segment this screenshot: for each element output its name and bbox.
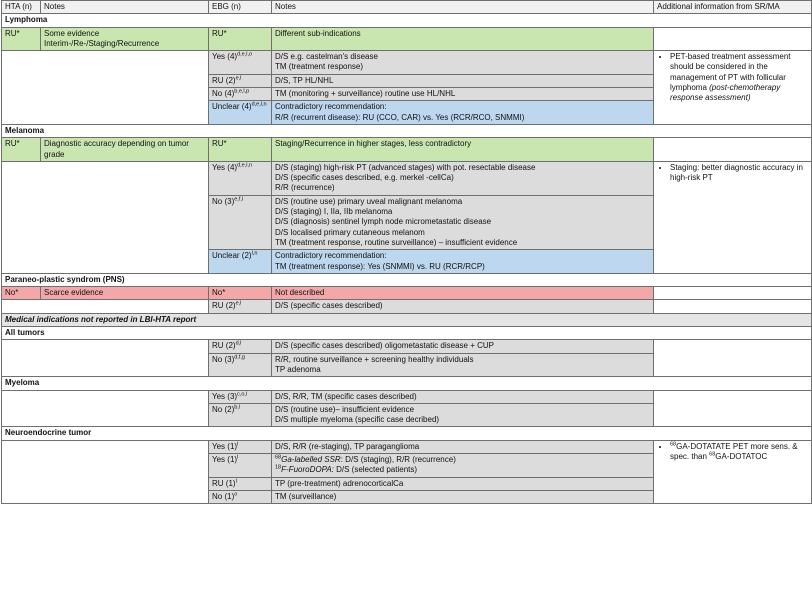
- hta-value: RU*: [2, 27, 41, 51]
- additional-info: • $^{68}$GA-DOTATATE PET more sens. & spec. than $^{68}$GA-DOTATOC: [654, 440, 812, 503]
- additional-info: • PET-based treatment assessment should be considered in the management of PT with follicular lymphoma (post-chemotherapy response assessment): [654, 51, 812, 125]
- hta-notes: Diagnostic accuracy depending on tumor grade: [41, 138, 209, 162]
- table-row: No $(3)^{e,f,l}$ D/S (routine use) primary uveal malignant melanoma D/S (staging) I, IIa, IIb melanoma D/S (diagnosis) sentinel lymph node micrometastatic disease D/S localised primary cutaneous melanom TM (treatment response, routine surveillance) – insufficient evidence: [2, 195, 812, 249]
- table-row: RU $(2)^{e,l}$ D/S (specific cases described): [2, 300, 812, 313]
- ebg-notes: Different sub-indications: [272, 27, 654, 51]
- table-row: Unclear $(2)^{l,n}$ Contradictory recommendation: TM (treatment response): Yes (SNMMI) vs. RU (RCR/RCP): [2, 250, 812, 274]
- table-row: RU $(2)^{e,l}$ D/S, TP HL/NHL: [2, 74, 812, 87]
- section-myeloma: Myeloma: [2, 377, 812, 390]
- hta-value: RU*: [2, 138, 41, 162]
- table-row: RU $(1)^l$ TP (pre-treatment) adrenocorticalCa: [2, 477, 812, 490]
- table-row: Yes $(4)^{d,e,l,n}$ D/S (staging) high-risk PT (advanced stages) with pot. resectable disease D/S (specific cases described, e.g. merkel -cellCa) R/R (recurrence) • Staging: better diagnostic accuracy in high-risk PT: [2, 161, 812, 195]
- hta-value: No*: [2, 287, 41, 300]
- col-hta: HTA (n): [2, 1, 41, 14]
- table-row: Unclear $(4)^{d,e,l,n}$ Contradictory recommendation: R/R (recurrent disease): RU (CCO, CAR) vs. Yes (RCR/RCO, SNMMI): [2, 101, 812, 125]
- hta-notes: Scarce evidence: [41, 287, 209, 300]
- table-row: No $(1)^o$ TM (surveillance): [2, 490, 812, 503]
- col-ebg: EBG (n): [209, 1, 272, 14]
- section-neuroendocrine: Neuroendocrine tumor: [2, 427, 812, 440]
- pns-main-row: [2, 287, 812, 300]
- evidence-table: [1, 0, 812, 504]
- section-pns: Paraneo-plastic syndrom (PNS): [2, 273, 812, 286]
- additional-info: • Staging: better diagnostic accuracy in high-risk PT: [654, 161, 812, 273]
- melanoma-main-row: [2, 138, 812, 162]
- ebg-notes: D/S e.g. castelman's disease TM (treatment response): [272, 51, 654, 75]
- ebg-value: RU*: [209, 27, 272, 51]
- table-row: No $(4)^{b,e,l,p}$ TM (monitoring + surveillance) routine use HL/NHL: [2, 88, 812, 101]
- section-all-tumors: All tumors: [2, 327, 812, 340]
- col-notes: Notes: [41, 1, 209, 14]
- col-notes-2: Notes: [272, 1, 654, 14]
- table-row: [2, 51, 812, 75]
- table-row: Yes $(1)^l$ $^{68}$Ga-labelled SSR: D/S (staging), R/R (recurrence) $^{18}$F-FuoroDOPA: D/S (selected patients): [2, 453, 812, 477]
- ebg-notes: Staging/Recurrence in higher stages, less contradictory: [272, 138, 654, 162]
- table-row: No $(3)^{d,f,g}$ R/R, routine surveillance + screening healthy individuals TP adenoma: [2, 353, 812, 377]
- section-melanoma: Melanoma: [2, 124, 812, 137]
- col-additional: Additional information from SR/MA: [654, 1, 812, 14]
- table-row: Yes $(1)^l$ D/S, R/R (re-staging), TP paraganglioma • $^{68}$GA-DOTATATE PET more sens. & spec. than $^{68}$GA-DOTATOC: [2, 440, 812, 453]
- ebg-value: RU*: [209, 138, 272, 162]
- table-row: RU $(2)^{d,l}$ D/S (specific cases described) oligometastatic disease + CUP: [2, 340, 812, 353]
- lymphoma-main-row: [2, 27, 812, 51]
- header-row: [2, 1, 812, 14]
- ebg-value: Yes $(4)^{d,e,l,o}$: [209, 51, 272, 75]
- ebg-value: No*: [209, 287, 272, 300]
- table-row: Yes $(3)^{c,o,l}$ D/S, R/R, TM (specific cases described): [2, 390, 812, 403]
- table-row: No $(2)^{b,l}$ D/S (routine use)– insufficient evidence D/S multiple myeloma (specific case decribed): [2, 403, 812, 427]
- hta-notes: Some evidence Interim-/Re-/Staging/Recurrence: [41, 27, 209, 51]
- section-not-reported: Medical indications not reported in LBI-HTA report: [2, 313, 812, 326]
- ebg-notes: Not described: [272, 287, 654, 300]
- section-lymphoma: Lymphoma: [2, 14, 812, 27]
